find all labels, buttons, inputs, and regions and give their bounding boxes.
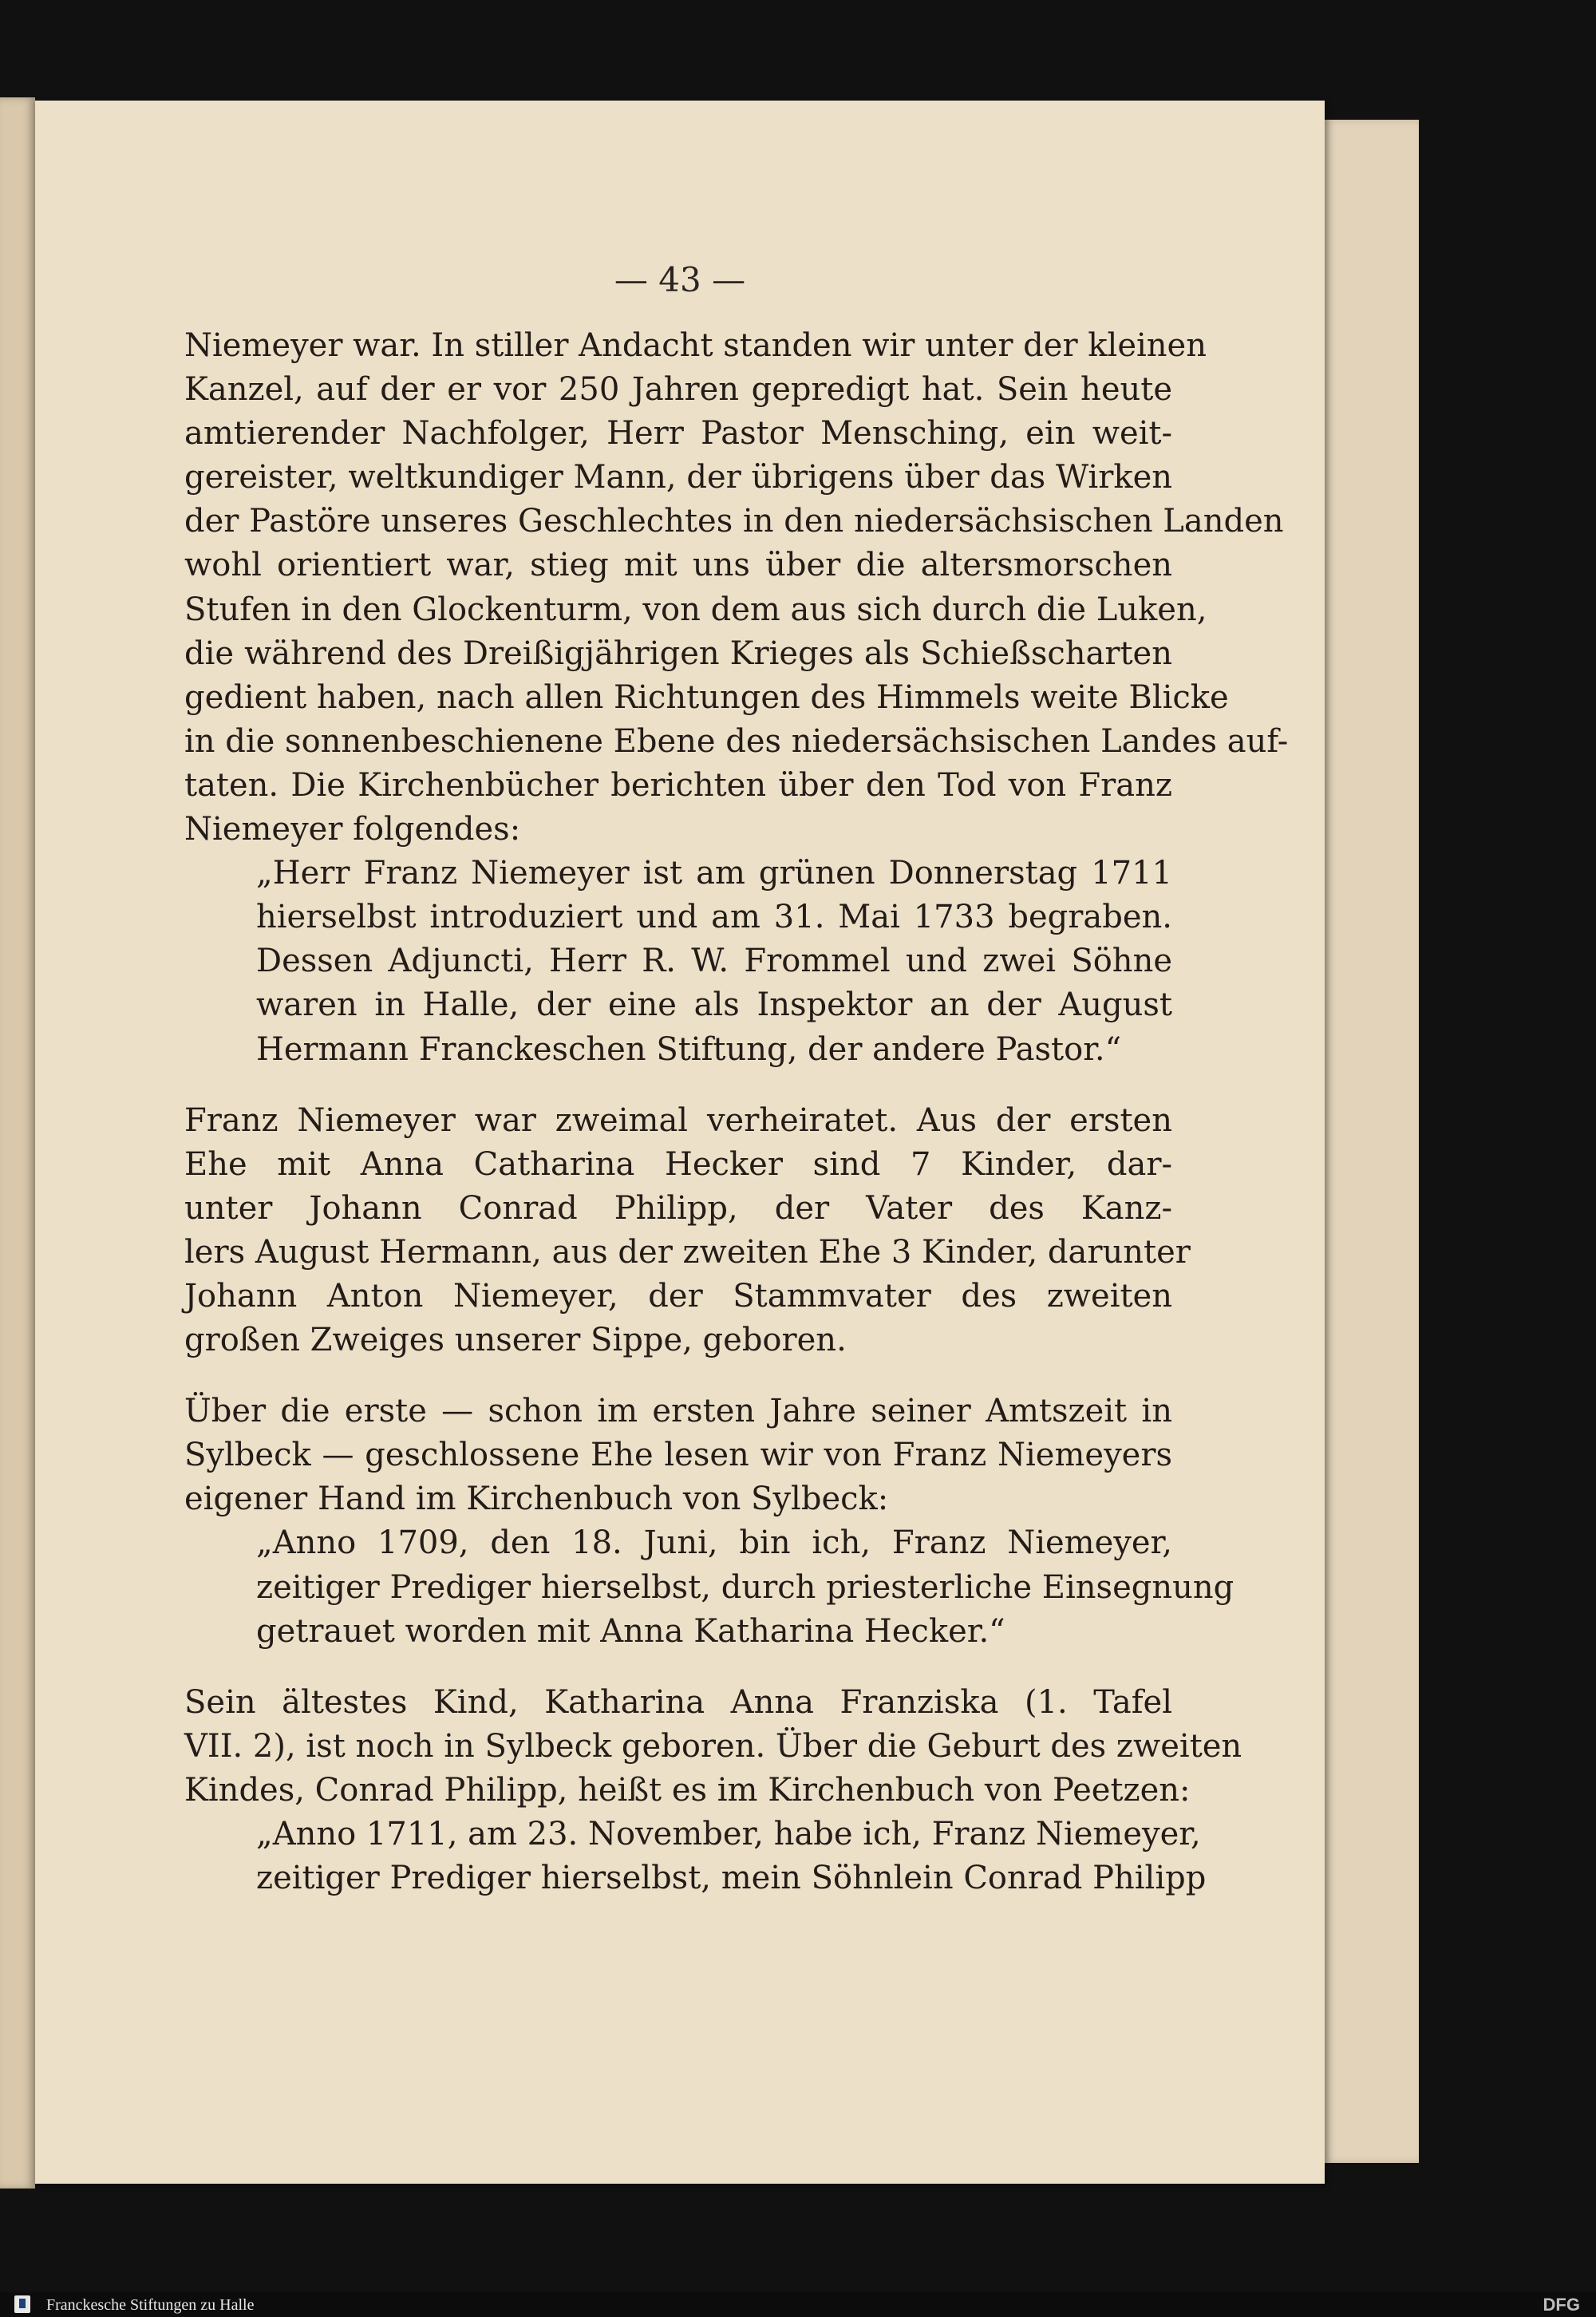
book-page <box>35 101 1325 2184</box>
text-line: Stufen in den Glockenturm, von dem aus sich durch die Luken, <box>184 591 1207 628</box>
text-line: Über die erste — schon im ersten Jahre seiner Amtszeit in <box>184 1393 1172 1430</box>
quote-block-1 <box>184 852 1172 1071</box>
text-line: lers August Hermann, aus der zweiten Ehe 3 Kinder, darunter <box>184 1233 1191 1271</box>
institution-name: Franckesche Stiftungen zu Halle <box>46 2296 255 2314</box>
text-line: Johann Anton Niemeyer, der Stammvater des zweiten <box>184 1277 1172 1315</box>
body-text <box>184 324 1289 1900</box>
quote-line: Dessen Adjuncti, Herr R. W. Frommel und zwei Söhne <box>256 943 1172 980</box>
text-line: gedient haben, nach allen Richtungen des Himmels weite Blicke <box>184 678 1229 716</box>
left-page-edge <box>0 97 35 2188</box>
text-line: Sein ältestes Kind, Katharina Anna Franziska (1. Tafel <box>184 1683 1172 1721</box>
text-line: Niemeyer folgendes: <box>184 811 521 848</box>
text-line: Niemeyer war. In stiller Andacht standen wir unter der kleinen <box>184 327 1207 364</box>
page-stack-edge <box>1325 120 1419 2163</box>
text-line: Kanzel, auf der er vor 250 Jahren gepredigt hat. Sein heute <box>184 371 1172 409</box>
quote-line: „Anno 1711, am 23. November, habe ich, Franz Niemeyer, <box>256 1816 1201 1852</box>
paragraph-gap <box>184 1362 1172 1390</box>
text-line: gereister, weltkundiger Mann, der übrigens über das Wirken <box>184 459 1172 496</box>
quote-line: zeitiger Prediger hierselbst, mein Söhnlein Conrad Philipp <box>256 1860 1207 1897</box>
text-line: der Pastöre unseres Geschlechtes in den niedersächsischen Landen <box>184 503 1284 540</box>
text-line: die während des Dreißigjährigen Krieges als Schießscharten <box>184 635 1172 672</box>
paragraph-4 <box>184 1681 1242 1813</box>
paragraph-2 <box>184 1099 1191 1363</box>
quote-line: „Herr Franz Niemeyer ist am grünen Donnerstag 1711 <box>256 855 1172 892</box>
paragraph-3 <box>184 1390 1172 1521</box>
text-line: eigener Hand im Kirchenbuch von Sylbeck: <box>184 1481 889 1518</box>
page-number: — 43 — <box>614 260 746 299</box>
text-line: großen Zweiges unserer Sippe, geboren. <box>184 1322 847 1359</box>
text-line: taten. Die Kirchenbücher berichten über den Tod von Franz <box>184 766 1172 804</box>
paragraph-gap <box>184 1654 1172 1681</box>
quote-line: getrauet worden mit Anna Katharina Hecker.“ <box>256 1612 1005 1650</box>
paragraph-1 <box>184 324 1289 852</box>
text-line: amtierender Nachfolger, Herr Pastor Mensching, ein weit- <box>184 415 1172 453</box>
text-line: wohl orientiert war, stieg mit uns über die altersmorschen <box>184 547 1172 584</box>
quote-block-2 <box>184 1521 1235 1653</box>
quote-line: „Anno 1709, den 18. Juni, bin ich, Franz Niemeyer, <box>256 1524 1172 1562</box>
text-line: Franz Niemeyer war zweimal verheiratet. Aus der ersten <box>184 1101 1172 1139</box>
viewer-footer <box>0 2292 1596 2317</box>
quote-block-3 <box>184 1813 1207 1900</box>
text-line: in die sonnenbeschienene Ebene des niedersächsischen Landes auf- <box>184 722 1289 760</box>
quote-line: waren in Halle, der eine als Inspektor an der August <box>256 987 1172 1024</box>
text-line: VII. 2), ist noch in Sylbeck geboren. Über die Geburt des zweiten <box>184 1727 1242 1765</box>
text-line: Sylbeck — geschlossene Ehe lesen wir von Franz Niemeyers <box>184 1437 1172 1474</box>
quote-line: zeitiger Prediger hierselbst, durch priesterliche Einsegnung <box>256 1568 1235 1606</box>
text-line: Kindes, Conrad Philipp, heißt es im Kirchenbuch von Peetzen: <box>184 1771 1191 1809</box>
quote-line: Hermann Franckeschen Stiftung, der andere Pastor.“ <box>256 1030 1122 1068</box>
paragraph-gap <box>184 1072 1172 1099</box>
dfg-logo: DFG <box>1543 2295 1580 2315</box>
quote-line: hierselbst introduziert und am 31. Mai 1733 begraben. <box>256 899 1172 936</box>
text-line: Ehe mit Anna Catharina Hecker sind 7 Kinder, dar- <box>184 1145 1172 1183</box>
francke-logo-icon <box>14 2295 30 2313</box>
text-line: unter Johann Conrad Philipp, der Vater des Kanz- <box>184 1189 1172 1227</box>
